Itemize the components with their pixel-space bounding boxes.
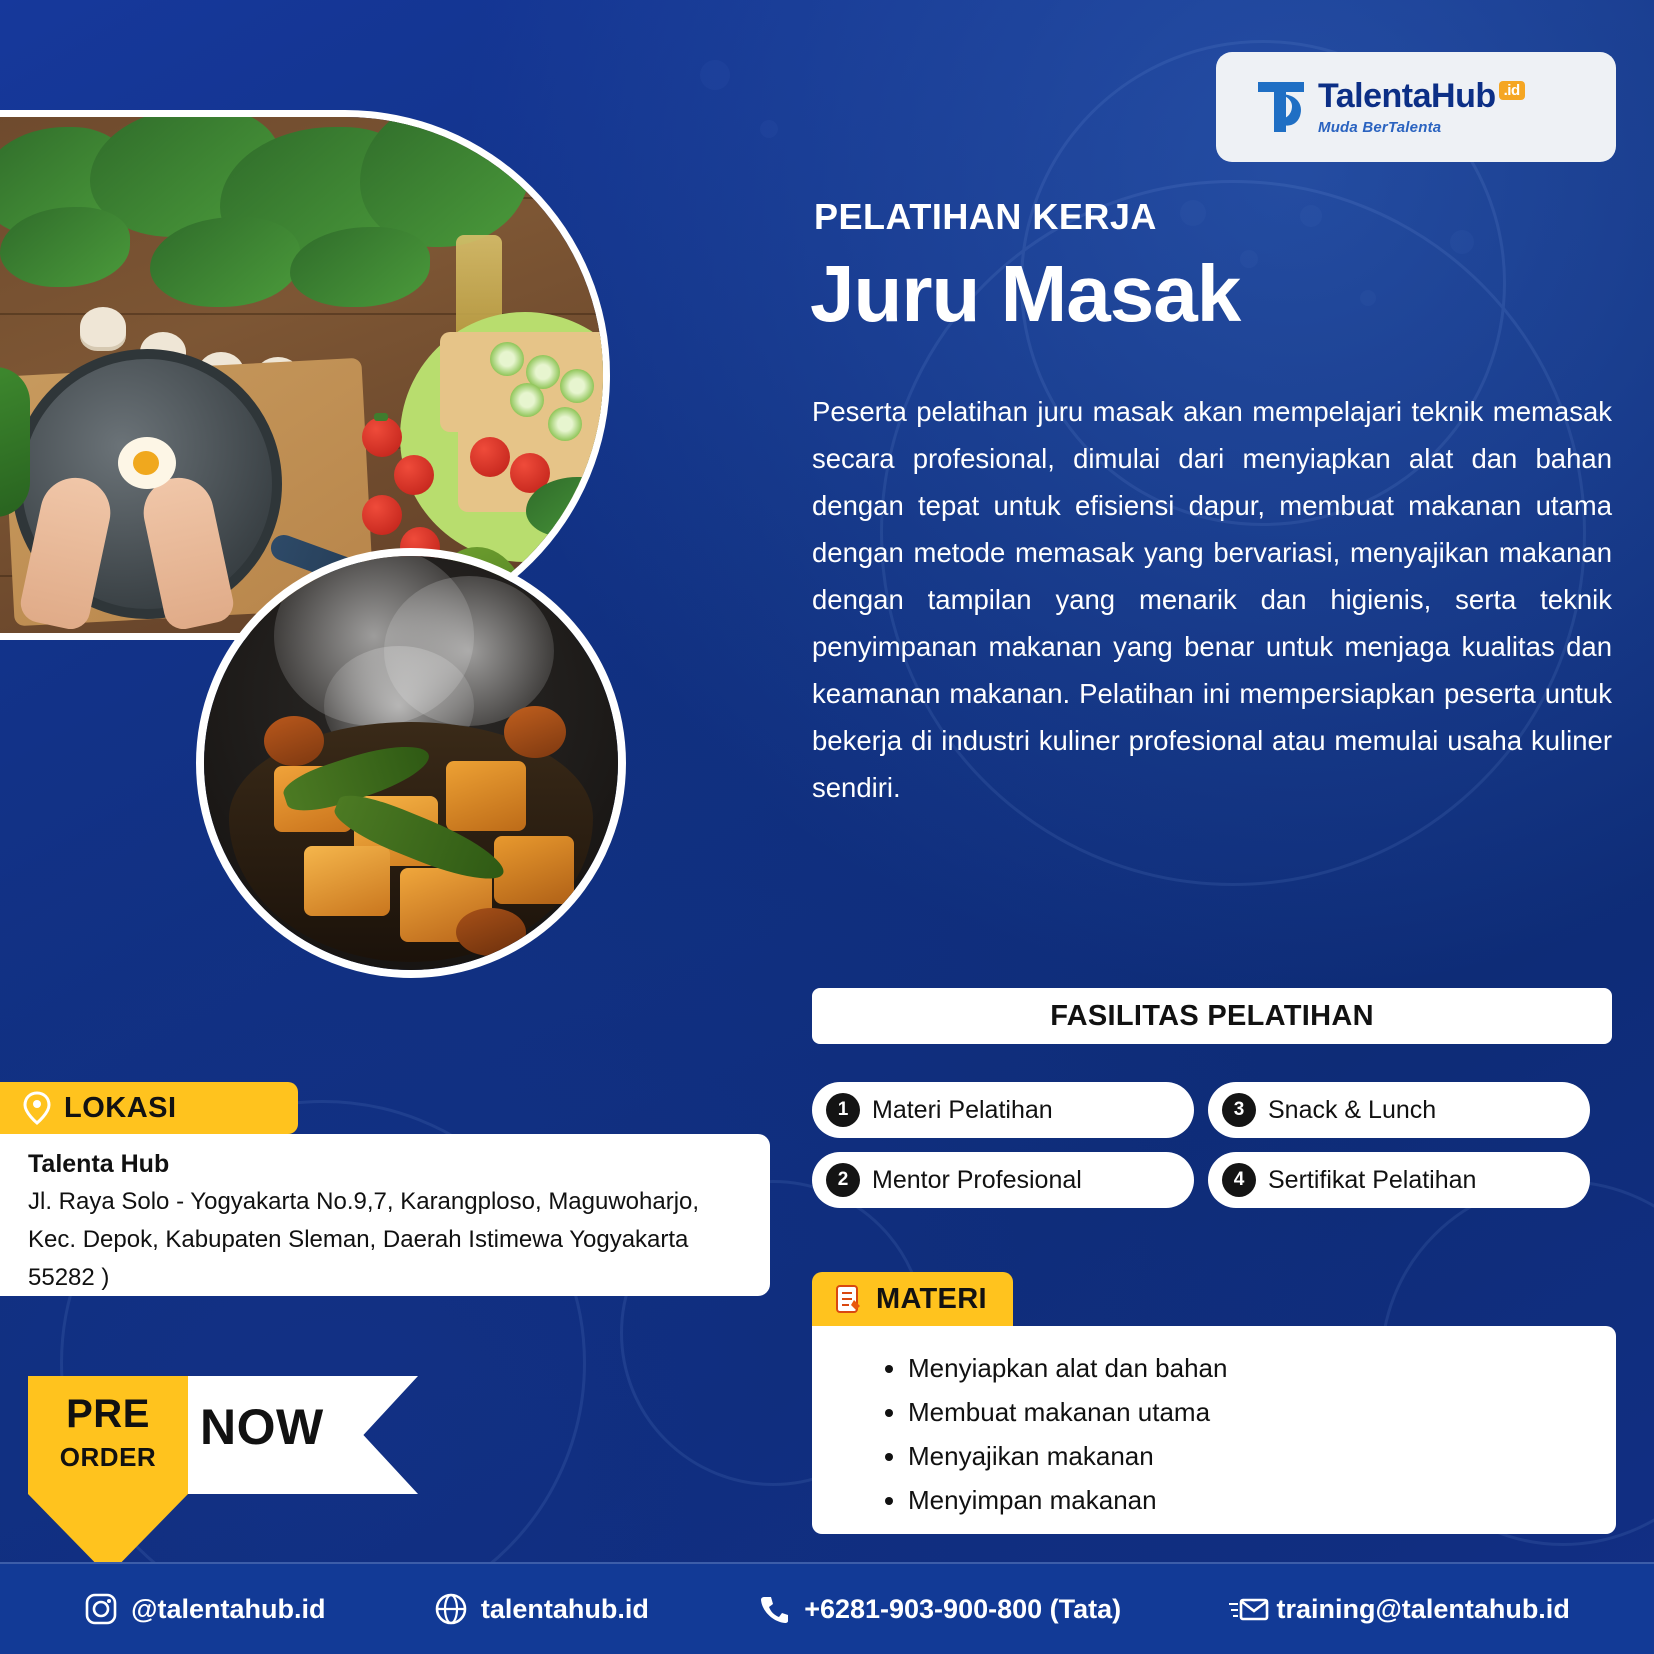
lokasi-address: Jl. Raya Solo - Yogyakarta No.9,7, Karangploso, Maguwoharjo, Kec. Depok, Kabupaten Sleman, Daerah Istimewa Yogyakarta 55282 ) xyxy=(28,1188,700,1291)
preorder-pre-label: PRE xyxy=(66,1392,150,1436)
page-title: Juru Masak xyxy=(810,249,1241,338)
fasilitas-label: Sertifikat Pelatihan xyxy=(1268,1165,1477,1194)
logo-badge: .id xyxy=(1499,81,1525,100)
materi-item: • Menyiapkan alat dan bahan xyxy=(908,1346,1616,1390)
fasilitas-list xyxy=(812,1082,1616,1208)
materi-list xyxy=(812,1326,1616,1534)
brand-logo-text xyxy=(1318,79,1525,135)
kicker-text: PELATIHAN KERJA xyxy=(814,196,1157,237)
materi-tab-label: MATERI xyxy=(876,1282,987,1315)
map-pin-icon xyxy=(22,1091,52,1125)
fasilitas-label: Snack & Lunch xyxy=(1268,1095,1437,1124)
fasilitas-label: Mentor Profesional xyxy=(872,1165,1082,1194)
globe-icon xyxy=(434,1592,468,1626)
fasilitas-number: 1 xyxy=(826,1093,860,1127)
fasilitas-item[interactable] xyxy=(812,1152,1194,1208)
footer-phone-text: +6281-903-900-800 (Tata) xyxy=(804,1593,1122,1624)
lokasi-name: Talenta Hub xyxy=(28,1150,170,1178)
lokasi-card xyxy=(0,1134,770,1296)
description-text: Peserta pelatihan juru masak akan mempelajari teknik memasak secara profesional, dimulai dari menyiapkan alat dan bahan dengan tepat untuk efisiensi dapur, membuat makanan utama dengan metode memasak yang bervariasi, menyajikan makanan dengan tampilan yang menarik dan higienis, serta teknik penyimpanan makanan yang benar untuk menjaga kualitas dan keamanan makanan. Pelatihan ini mempersiapkan peserta untuk bekerja di industri kuliner profesional atau memulai usaha kuliner sendiri. xyxy=(812,396,1612,803)
footer-website-text: talentahub.id xyxy=(480,1593,649,1624)
email-icon xyxy=(1229,1592,1263,1626)
document-icon xyxy=(830,1282,864,1316)
fasilitas-item[interactable] xyxy=(1208,1082,1590,1138)
materi-item: • Membuat makanan utama xyxy=(908,1390,1616,1434)
fasilitas-label: Materi Pelatihan xyxy=(872,1095,1053,1124)
materi-item: • Menyimpan makanan xyxy=(908,1478,1616,1522)
preorder-order-label: ORDER xyxy=(59,1442,157,1472)
footer-instagram[interactable] xyxy=(84,1592,325,1626)
fasilitas-item[interactable] xyxy=(812,1082,1194,1138)
footer-contact-bar xyxy=(0,1562,1654,1654)
fasilitas-title: FASILITAS PELATIHAN xyxy=(812,988,1612,1044)
fasilitas-number: 3 xyxy=(1222,1093,1256,1127)
materi-tab xyxy=(812,1272,1013,1326)
fasilitas-number: 2 xyxy=(826,1163,860,1197)
lokasi-tab-label: LOKASI xyxy=(64,1091,177,1124)
footer-website[interactable] xyxy=(434,1592,649,1626)
brand-logo xyxy=(1216,52,1616,162)
footer-email[interactable] xyxy=(1229,1592,1569,1626)
materi-item: • Menyajikan makanan xyxy=(908,1434,1616,1478)
preorder-now-label: NOW xyxy=(200,1399,324,1455)
phone-icon xyxy=(757,1592,791,1626)
logo-name-main: Talenta xyxy=(1318,77,1432,115)
logo-tagline: Muda BerTalenta xyxy=(1318,119,1442,136)
footer-phone[interactable] xyxy=(757,1592,1121,1626)
logo-name-accent: Hub xyxy=(1431,77,1496,115)
instagram-icon xyxy=(84,1592,118,1626)
fasilitas-number: 4 xyxy=(1222,1163,1256,1197)
lokasi-tab xyxy=(0,1082,298,1134)
footer-instagram-text: @talentahub.id xyxy=(131,1593,326,1624)
fasilitas-item[interactable] xyxy=(1208,1152,1590,1208)
footer-email-text: training@talentahub.id xyxy=(1276,1593,1570,1624)
photo-cooked-stew xyxy=(196,548,626,978)
talentahub-logo-mark xyxy=(1254,76,1308,138)
